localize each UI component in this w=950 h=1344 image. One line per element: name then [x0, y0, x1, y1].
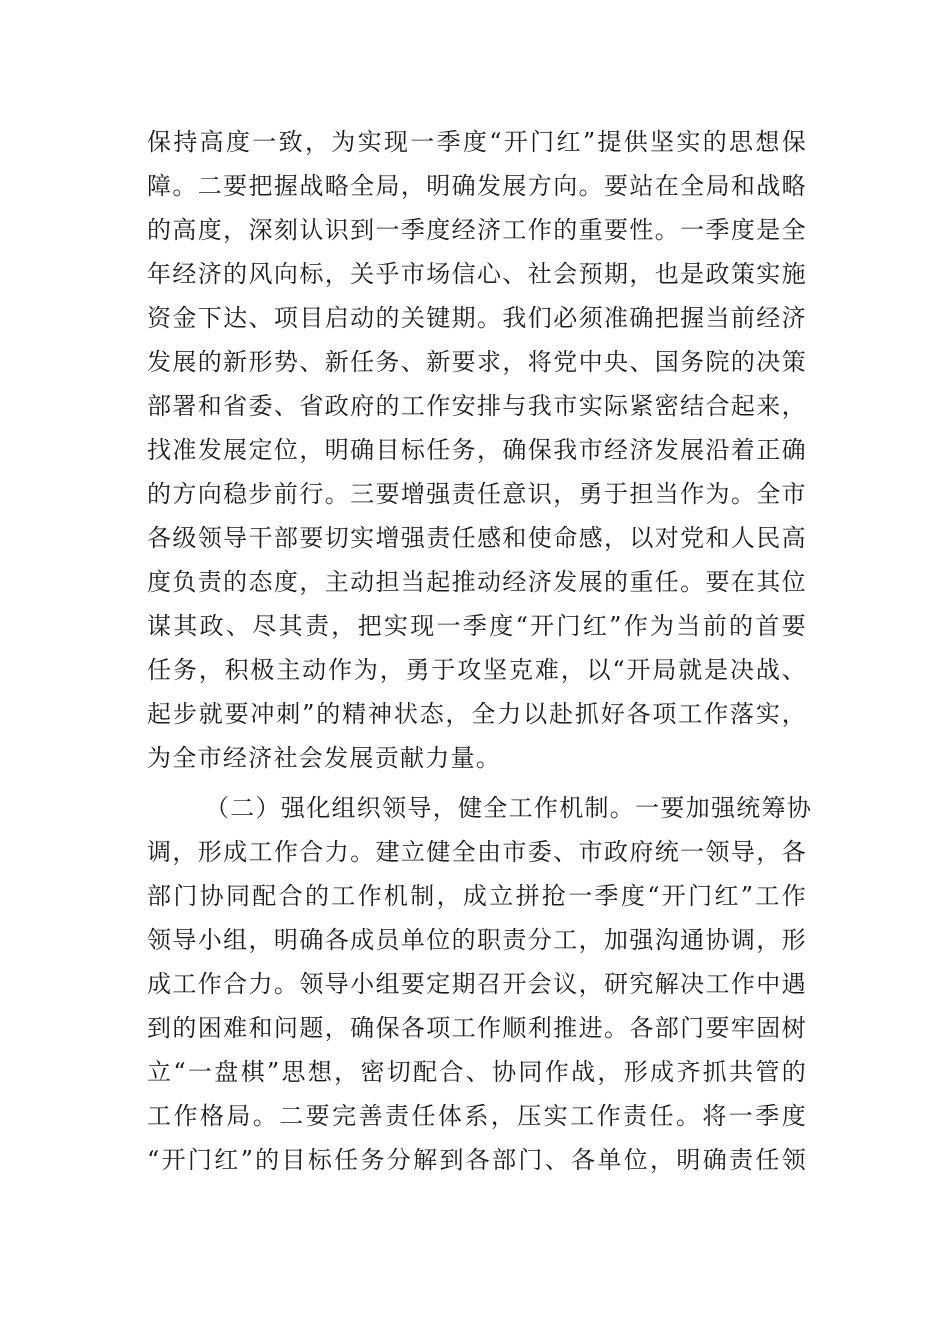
body-text-line: 谋其政、尽其责，把实现一季度“开门红”作为当前的首要 [147, 612, 807, 640]
body-text-line: 资金下达、项目启动的关键期。我们必须准确把握当前经济 [147, 304, 807, 332]
section-heading-line: （二）强化组织领导，健全工作机制。一要加强统筹协 [205, 794, 813, 822]
body-text-line-last: 为全市经济社会发展贡献力量。 [147, 744, 502, 772]
body-text-line: 调，形成工作合力。建立健全由市委、市政府统一领导，各 [147, 838, 807, 866]
body-text-line: 立“一盘棋”思想，密切配合、协同作战，形成齐抓共管的 [147, 1058, 807, 1086]
body-text-line: 成工作合力。领导小组要定期召开会议，研究解决工作中遇 [147, 970, 807, 998]
body-text-line: 各级领导干部要切实增强责任感和使命感，以对党和人民高 [147, 524, 807, 552]
body-text-line: “开门红”的目标任务分解到各部门、各单位，明确责任领 [147, 1146, 807, 1174]
body-text-line: 的高度，深刻认识到一季度经济工作的重要性。一季度是全 [147, 216, 807, 244]
body-text-line: 找准发展定位，明确目标任务，确保我市经济发展沿着正确 [147, 436, 807, 464]
body-text-line: 部署和省委、省政府的工作安排与我市实际紧密结合起来， [147, 392, 807, 420]
body-text-line: 任务，积极主动作为，勇于攻坚克难，以“开局就是决战、 [147, 656, 807, 684]
body-text-line: 度负责的态度，主动担当起推动经济发展的重任。要在其位 [147, 568, 807, 596]
body-text-line: 障。二要把握战略全局，明确发展方向。要站在全局和战略 [147, 172, 807, 200]
body-text-line: 部门协同配合的工作机制，成立拼抢一季度“开门红”工作 [147, 882, 807, 910]
body-text-line: 年经济的风向标，关乎市场信心、社会预期，也是政策实施 [147, 260, 807, 288]
body-text-line: 领导小组，明确各成员单位的职责分工，加强沟通协调，形 [147, 926, 807, 954]
body-text-line: 起步就要冲刺”的精神状态，全力以赴抓好各项工作落实， [147, 700, 807, 728]
body-text-line: 发展的新形势、新任务、新要求，将党中央、国务院的决策 [147, 348, 807, 376]
body-text-line: 工作格局。二要完善责任体系，压实工作责任。将一季度 [147, 1102, 807, 1130]
body-text-line: 的方向稳步前行。三要增强责任意识，勇于担当作为。全市 [147, 480, 807, 508]
body-text-line: 保持高度一致，为实现一季度“开门红”提供坚实的思想保 [147, 128, 807, 156]
body-text-line: 到的困难和问题，确保各项工作顺利推进。各部门要牢固树 [147, 1014, 807, 1042]
